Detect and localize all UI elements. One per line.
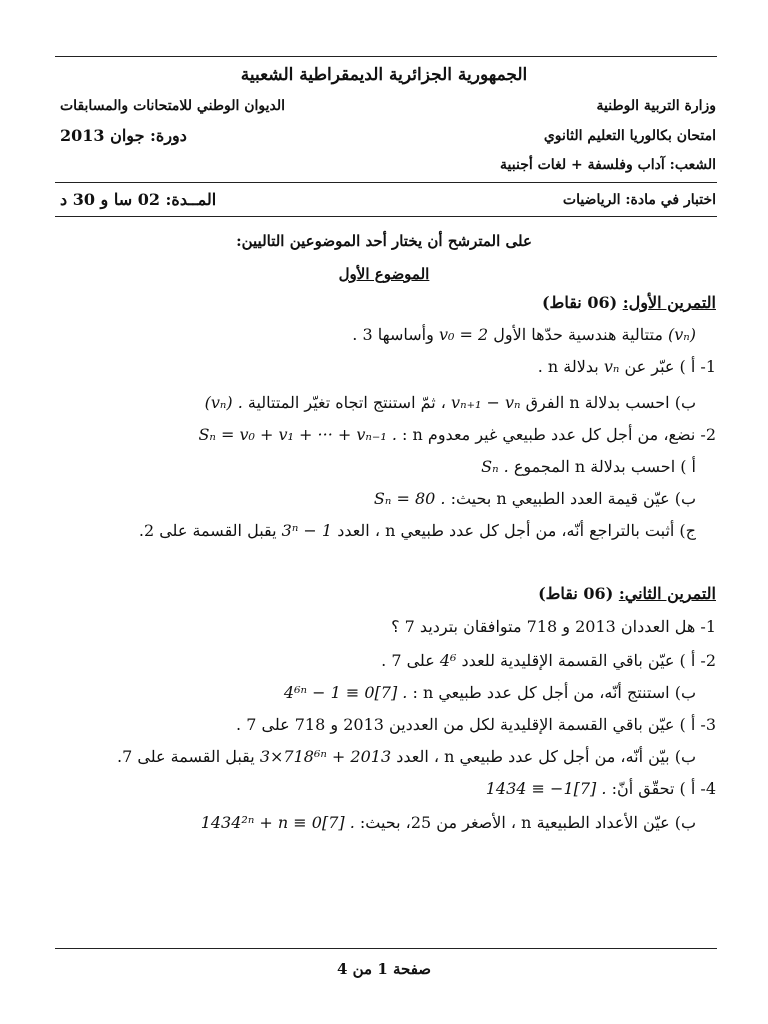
- ex1-intro-text1: متتالية هندسية حدّها الأول: [493, 325, 663, 344]
- ex1-q2c-text2: يقبل القسمة على 2.: [138, 521, 277, 540]
- ex1-q1a-text2: بدلالة n .: [537, 357, 599, 376]
- ex1-q1b-text1: ب) احسب بدلالة n الفرق: [525, 393, 696, 412]
- ex2-q4a: [486, 778, 716, 800]
- ex2-q2a-text2: على 7 .: [381, 651, 435, 670]
- ex1-intro-text2: وأساسها 3 .: [352, 325, 434, 344]
- ex2-q2b-text: ب) استنتج أنّه، من أجل كل عدد طبيعي n :: [412, 683, 696, 702]
- ex2-q2b-math: 4⁶ⁿ − 1 ≡ 0[7] .: [283, 683, 408, 702]
- ex2-q4a-text: 4- أ ) تحقّق أنّ:: [611, 779, 716, 798]
- ex1-q2b: [374, 488, 696, 510]
- ex1-q2b-math: Sₙ = 80 .: [373, 489, 446, 508]
- session-label: دورة: جوان 2013: [60, 126, 187, 145]
- ex1-q2-math: Sₙ = v₀ + v₁ + ··· + vₙ₋₁ .: [198, 425, 397, 444]
- ex2-q2a-math: 4⁶: [439, 651, 457, 670]
- ex1-q1a-math: vₙ: [603, 357, 620, 376]
- exercise2-heading: [538, 583, 716, 605]
- exercise1-points: (06 نقاط): [541, 293, 618, 312]
- ex2-q3b: [117, 746, 696, 768]
- ex2-q3b-math: 3×718⁶ⁿ + 2013: [259, 747, 392, 766]
- ex1-q1b-text2: ، ثمّ استنتج اتجاه تغيّر المتتالية: [247, 393, 446, 412]
- ex1-q2c-math: 3ⁿ − 1: [281, 521, 333, 540]
- ex2-q4a-math: 1434 ≡ −1[7] .: [485, 779, 607, 798]
- ex1-intro-math1: (vₙ): [667, 325, 696, 344]
- ex1-q2a: [481, 456, 696, 478]
- ministry-label: وزارة التربية الوطنية: [596, 98, 716, 114]
- duration-label: المــدة: 02 سا و 30 د: [60, 190, 217, 209]
- ex1-q1b-math: vₙ₊₁ − vₙ: [451, 393, 521, 412]
- exercise2-points: (06 نقاط): [538, 584, 614, 603]
- ex1-q1b: [205, 392, 696, 414]
- ex1-q1a-text1: 1- أ ) عبّر عن: [624, 357, 716, 376]
- exercise2-title: التمرين الثاني:: [618, 584, 716, 603]
- ex1-q2a-math: Sₙ .: [481, 457, 509, 476]
- ex1-q2c-text1: ج) أثبت بالتراجع أنّه، من أجل كل عدد طبيعي n ، العدد: [337, 521, 696, 540]
- page-number: صفحة 1 من 4: [336, 960, 432, 978]
- ex1-q1a: [538, 356, 716, 378]
- footer-rule: [55, 948, 717, 949]
- topic-title: الموضوع الأول: [338, 265, 430, 283]
- ex1-q2c: [139, 520, 696, 542]
- ex1-q2a-text: أ ) احسب بدلالة n المجموع: [513, 457, 696, 476]
- ex2-q2b: [284, 682, 696, 704]
- ex1-intro-math2: v₀ = 2: [438, 325, 489, 344]
- ex1-q1b-math2: (vₙ) .: [204, 393, 243, 412]
- exercise1-title: التمرين الأول:: [622, 293, 716, 312]
- ex2-q4b: [201, 812, 696, 834]
- ex2-q2a: [381, 650, 716, 672]
- stream-label: الشعب: آداب وفلسفة + لغات أجنبية: [500, 157, 716, 173]
- ex2-q3a: 3- أ ) عيّن باقي القسمة الإقليدية لكل من العددين 2013 و 718 على 7 .: [236, 715, 716, 734]
- ex2-q3b-text1: ب) بيّن أنّه، من أجل كل عدد طبيعي n ، العدد: [396, 747, 696, 766]
- ex2-q3b-text2: يقبل القسمة على 7.: [116, 747, 255, 766]
- exam-label: امتحان بكالوريا التعليم الثانوي: [543, 128, 716, 144]
- republic-title: الجمهورية الجزائرية الديمقراطية الشعبية: [240, 65, 528, 85]
- top-rule: [55, 56, 717, 57]
- ex2-q4b-text: ب) عيّن الأعداد الطبيعية n ، الأصغر من 25، بحيث:: [359, 813, 696, 832]
- ex1-q2-text: 2- نضع، من أجل كل عدد طبيعي غير معدوم n :: [402, 425, 716, 444]
- ex1-intro: [352, 324, 696, 346]
- subject-rule: [55, 216, 717, 217]
- exercise1-heading: [542, 292, 716, 314]
- header-rule: [55, 182, 717, 183]
- ex2-q4b-math: 1434²ⁿ + n ≡ 0[7] .: [200, 813, 355, 832]
- subject-label: اختبار في مادة: الرياضيات: [562, 192, 716, 208]
- office-label: الديوان الوطني للامتحانات والمسابقات: [60, 98, 286, 114]
- instruction-text: على المترشح أن يختار أحد الموضوعين التاليين:: [236, 232, 532, 250]
- ex1-q2: [198, 424, 716, 446]
- ex2-q2a-text1: 2- أ ) عيّن باقي القسمة الإقليدية للعدد: [461, 651, 716, 670]
- ex2-q1: 1- هل العددان 2013 و 718 متوافقان بترديد 7 ؟: [391, 617, 716, 636]
- ex1-q2b-text: ب) عيّن قيمة العدد الطبيعي n بحيث:: [450, 489, 696, 508]
